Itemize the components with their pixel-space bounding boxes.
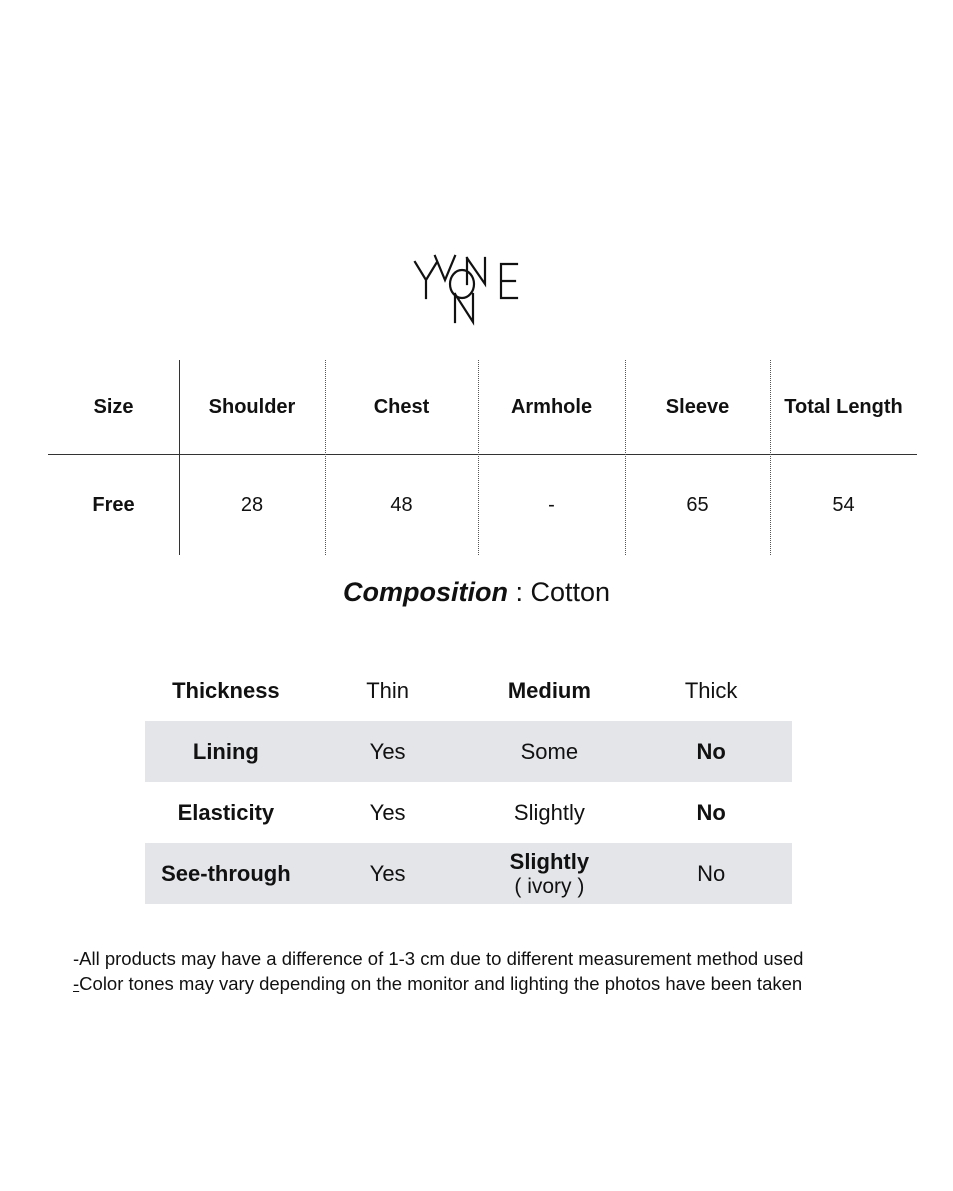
see-through-no: No <box>697 860 726 886</box>
fabric-row-thickness <box>145 660 792 721</box>
disclaimer-notes <box>73 946 803 996</box>
lining-label: Lining <box>192 738 259 764</box>
header-total-length: Total Length <box>784 396 903 418</box>
elasticity-slightly: Slightly <box>513 799 585 825</box>
note-color-dash: - <box>73 973 80 994</box>
fabric-row-see-through <box>145 843 792 904</box>
composition-separator: : <box>507 577 531 607</box>
elasticity-yes: Yes <box>369 799 406 825</box>
note-color-line <box>73 971 803 996</box>
size-value: Free <box>92 493 135 516</box>
note-color: Color tones may vary depending on the monitor and lighting the photos have been taken <box>79 973 803 994</box>
chest-value: 48 <box>390 493 413 516</box>
see-through-label: See-through <box>161 860 291 886</box>
fabric-table <box>145 660 792 904</box>
thickness-thin: Thin <box>366 677 410 703</box>
thickness-label: Thickness <box>172 677 280 703</box>
lining-some: Some <box>520 738 579 764</box>
brand-logo <box>405 250 535 330</box>
header-size: Size <box>93 396 134 418</box>
composition-label: Composition <box>342 577 508 607</box>
thickness-thick: Thick <box>684 677 738 703</box>
fabric-row-elasticity <box>145 782 792 843</box>
see-through-note: ( ivory ) <box>514 874 585 898</box>
see-through-yes: Yes <box>369 860 406 886</box>
see-through-slightly: Slightly <box>509 848 590 874</box>
lining-yes: Yes <box>369 738 406 764</box>
total-length-value: 54 <box>832 493 855 516</box>
header-chest: Chest <box>373 396 430 418</box>
composition <box>0 577 953 608</box>
shoulder-value: 28 <box>240 493 264 516</box>
fabric-row-lining <box>145 721 792 782</box>
composition-value: Cotton <box>530 577 611 607</box>
elasticity-no: No <box>696 799 726 825</box>
see-through-slightly-cell <box>469 843 631 904</box>
armhole-value: - <box>548 493 555 516</box>
elasticity-label: Elasticity <box>177 799 275 825</box>
note-measurement: -All products may have a difference of 1-3 cm due to different measurement method used <box>73 948 804 969</box>
thickness-medium: Medium <box>507 677 591 703</box>
lining-no: No <box>696 738 726 764</box>
header-armhole: Armhole <box>510 396 593 418</box>
header-shoulder: Shoulder <box>208 396 296 418</box>
brand-logo-mark <box>405 250 535 330</box>
sleeve-value: 65 <box>686 493 709 516</box>
size-table <box>48 360 917 555</box>
header-sleeve: Sleeve <box>665 396 730 418</box>
